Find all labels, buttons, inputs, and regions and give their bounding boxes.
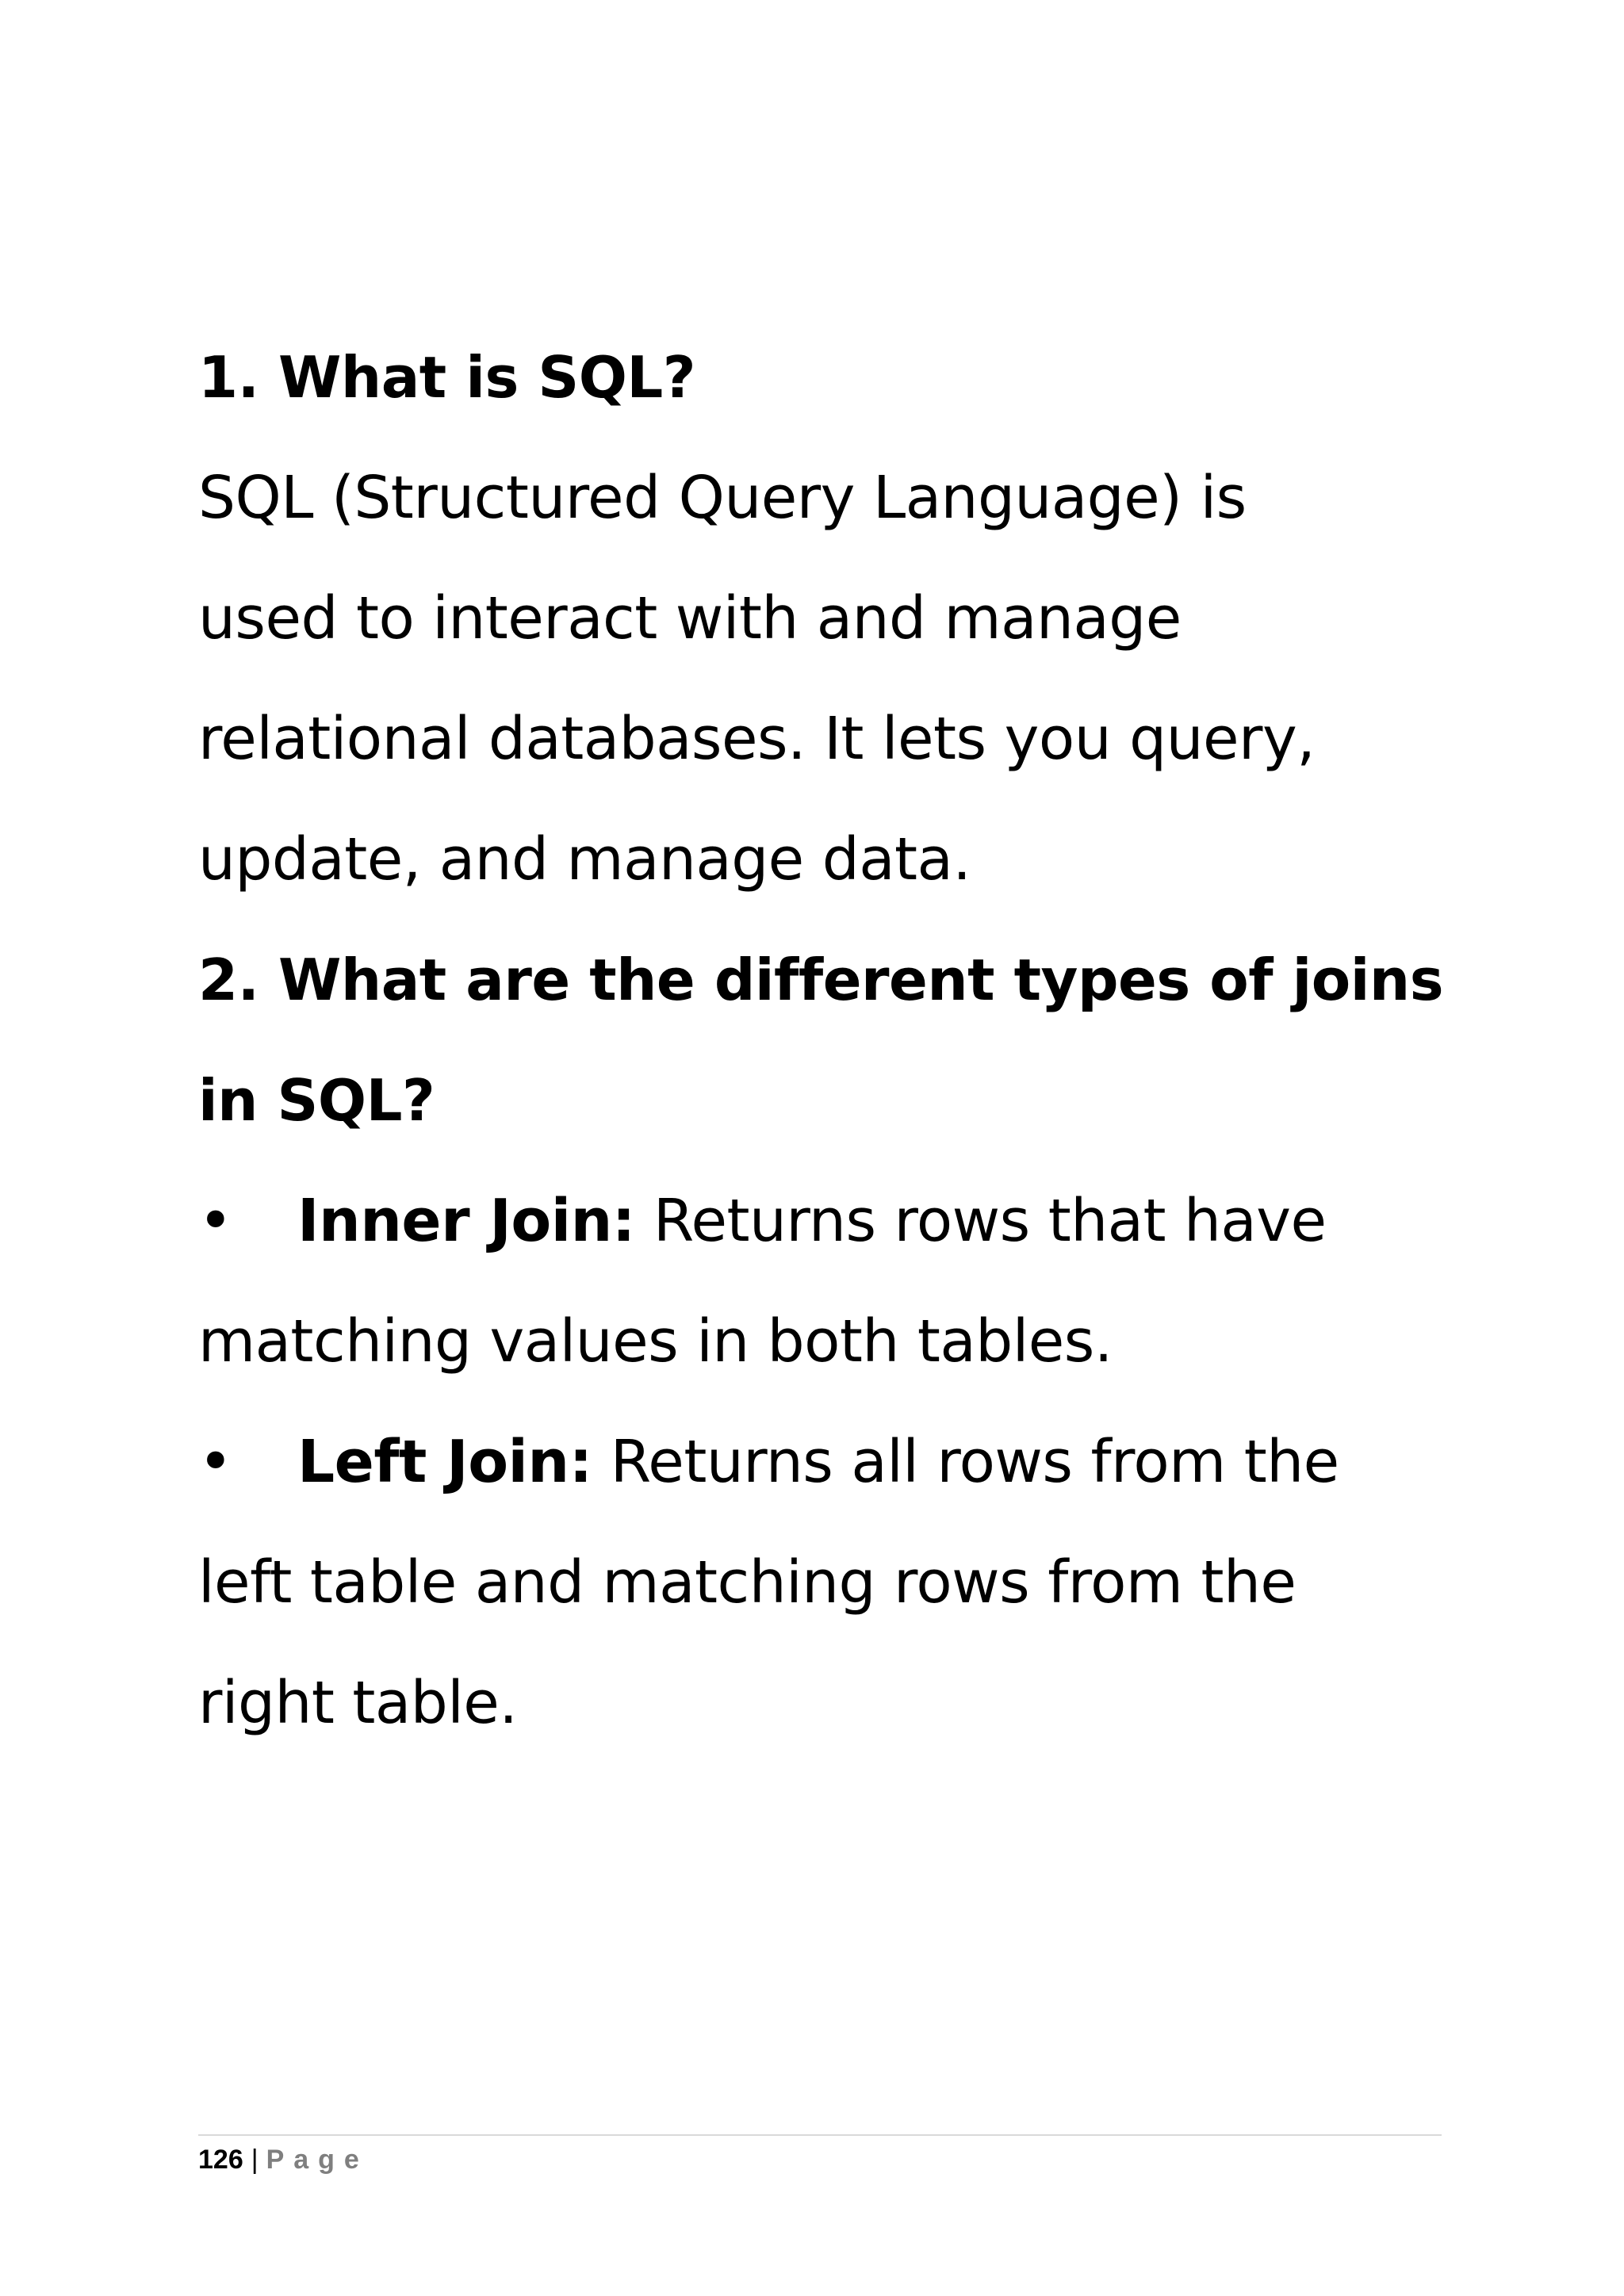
left-join-description: Returns all rows from the — [592, 1428, 1339, 1496]
section-1-body-line-1: SQL (Structured Query Language) is — [198, 464, 1247, 532]
page-content — [198, 317, 1451, 1763]
section-1-body-line-3: relational databases. It lets you query, — [198, 705, 1316, 773]
section-1-body-line-2: used to interact with and manage — [198, 584, 1182, 652]
bullet-icon: • — [198, 1187, 233, 1255]
list-item-inner-join — [198, 1161, 1451, 1281]
section-1-heading: 1. What is SQL? — [198, 344, 696, 411]
bullet-icon: • — [198, 1428, 233, 1496]
section-1-body-line-4: update, and manage data. — [198, 825, 971, 894]
term-inner-join: Inner Join: — [297, 1187, 635, 1255]
footer-divider — [198, 2134, 1442, 2136]
left-join-continuation-line-1: left table and matching rows from the — [198, 1548, 1297, 1617]
page-number: 126 — [198, 2145, 243, 2175]
page-label: Page — [266, 2145, 369, 2175]
inner-join-description: Returns rows that have — [634, 1187, 1327, 1255]
left-join-continuation-line-2: right table. — [198, 1669, 518, 1737]
section-2-heading-line-1: 2. What are the different types of joins — [198, 947, 1444, 1013]
footer-separator: | — [251, 2145, 259, 2175]
term-left-join: Left Join: — [297, 1428, 592, 1496]
inner-join-continuation-line-1: matching values in both tables. — [198, 1307, 1113, 1376]
page-footer — [198, 2141, 369, 2179]
section-2-heading-line-2: in SQL? — [198, 1067, 435, 1134]
list-item-left-join — [198, 1402, 1451, 1522]
